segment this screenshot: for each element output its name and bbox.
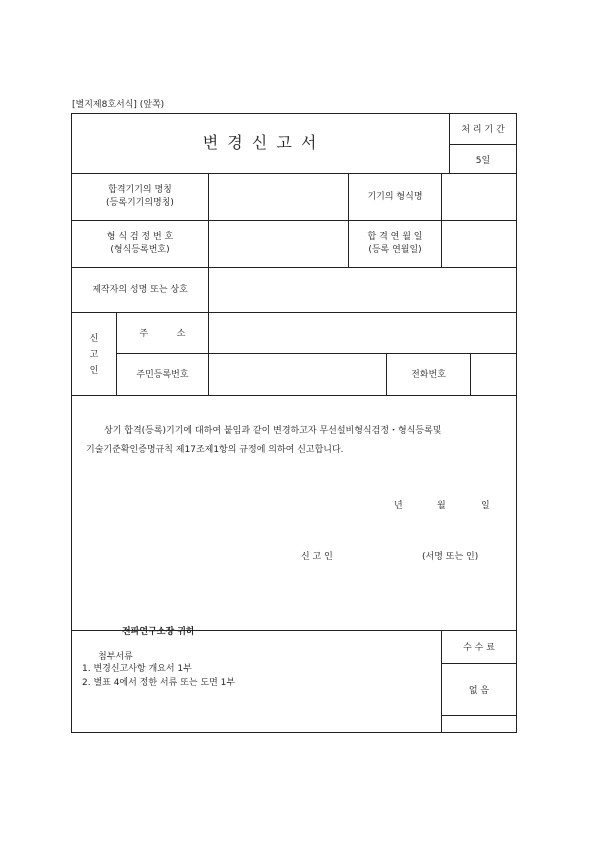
date-year: 년	[394, 501, 403, 511]
approval-date-field[interactable]	[442, 221, 516, 267]
form-title: 변 경 신 고 서	[202, 133, 319, 152]
applicant-label-char-2: 고	[89, 350, 99, 360]
addressee-clip	[72, 624, 440, 637]
addressee: 전파연구소장 귀하	[122, 627, 195, 637]
applicant-label-char-3: 인	[89, 366, 99, 376]
attachments-heading: 첨부서류	[98, 652, 133, 662]
statement-line-2: 기술기준확인증명규칙 제17조제1항의 규정에 의하여 신고합니다.	[86, 445, 344, 455]
processing-period-value: 5일	[475, 156, 491, 166]
date-day: 일	[481, 501, 490, 511]
device-name-label: 합격기기의 명칭	[108, 185, 172, 195]
fee-value: 없 음	[468, 686, 490, 696]
manufacturer-label: 제작자의 성명 또는 상호	[92, 285, 188, 295]
address-field[interactable]	[209, 313, 516, 353]
manufacturer-field[interactable]	[209, 268, 516, 312]
applicant-label-char-1: 신	[89, 334, 99, 344]
approval-number-label: 형 식 검 정 번 호	[106, 232, 174, 242]
fee-label: 수 수 료	[463, 643, 495, 653]
applicant-signature-label: 신 고 인	[301, 552, 333, 562]
approval-date-sublabel: (등록 연월일)	[368, 245, 422, 255]
device-name-field[interactable]	[209, 174, 348, 220]
phone-field[interactable]	[471, 354, 516, 395]
resident-number-label: 주민등록번호	[136, 370, 189, 380]
processing-period-label: 처 리 기 간	[461, 125, 505, 135]
attachment-item: 1. 변경신고사항 개요서 1부	[82, 664, 192, 674]
signature-note: (서명 또는 인)	[422, 552, 479, 562]
date-month: 월	[437, 501, 446, 511]
model-name-label: 기기의 형식명	[367, 192, 423, 202]
statement-line-1: 상기 합격(등록)기기에 대하여 붙임과 같이 변경하고자 무선설비형식검정・형식등록및	[104, 426, 442, 436]
attachment-item: 2. 별표 4에서 정한 서류 또는 도면 1부	[82, 678, 236, 688]
approval-number-sublabel: (형식등록번호)	[110, 245, 170, 255]
resident-number-field[interactable]	[209, 354, 386, 395]
model-name-field[interactable]	[442, 174, 516, 220]
device-name-sublabel: (등록기기의명칭)	[106, 198, 174, 208]
approval-date-label: 합 격 연 월 일	[367, 232, 423, 242]
phone-label: 전화번호	[411, 370, 446, 380]
form-number: [별지제8호서식] (앞쪽)	[72, 100, 165, 110]
approval-number-field[interactable]	[209, 221, 348, 267]
address-label: 주 소	[139, 329, 186, 339]
